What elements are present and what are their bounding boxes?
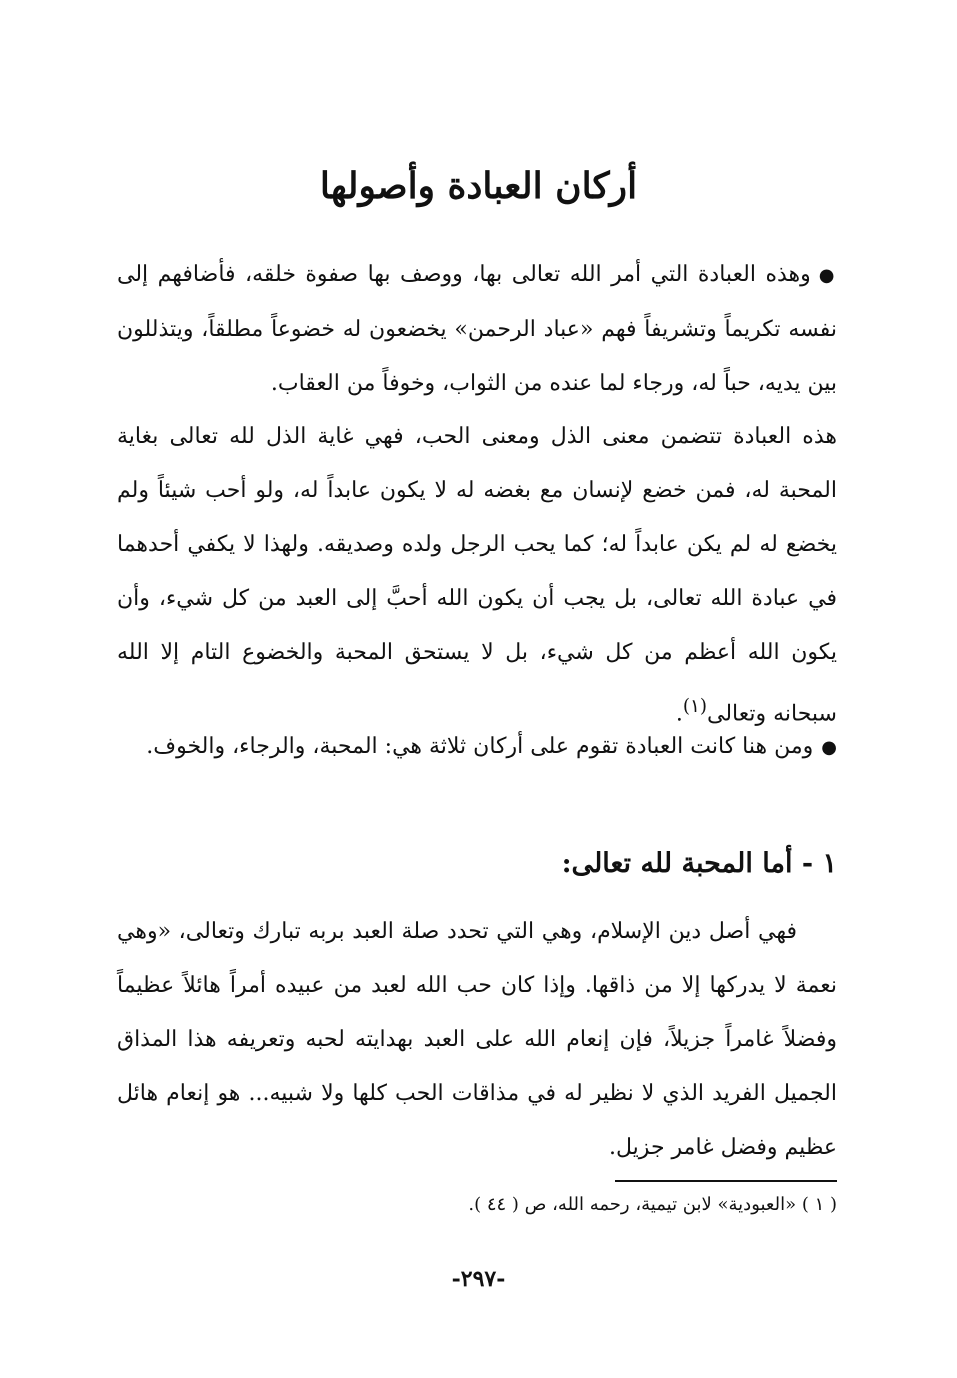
paragraph-worship-definition (117, 248, 837, 411)
paragraph-love-of-god (117, 905, 837, 1175)
footnote-divider (615, 1180, 837, 1182)
section-heading-love: ١ - أما المحبة لله تعالى: (561, 848, 837, 879)
footnote: ( ١ ) «العبودية» لابن تيمية، رحمه الله، ص ( ٤٤ ). (468, 1194, 837, 1215)
paragraph-three-pillars (117, 720, 837, 775)
bullet-icon: ● (821, 737, 837, 758)
paragraph-humility-love (117, 410, 837, 741)
paragraph-text: ومن هنا كانت العبادة تقوم على أركان ثلاثة هي: المحبة، والرجاء، والخوف. (146, 734, 814, 759)
paragraph-text: هذه العبادة تتضمن معنى الذل ومعنى الحب، فهي غاية الذل لله تعالى بغاية المحبة له، فمن خضع لإنسان مع بغضه له لا يكون عابداً له، ولو أحب شيئاً ولم يخضع له لم يكن عابداً له؛ كما يحب الرجل ولده وصديقه. ولهذا لا يكفي أحدهما في عبادة الله تعالى، بل يجب أن يكون الله أحبَّ إلى العبد من كل شيء، وأن يكون الله أعظم من كل شيء، بل لا يستحق المحبة والخضوع التام إلا الله سبحانه وتعالى (117, 424, 837, 727)
paragraph-text: فهي أصل دين الإسلام، وهي التي تحدد صلة العبد بربه تبارك وتعالى، «وهي نعمة لا يدركها إلا من ذاقها. وإذا كان حب الله لعبد من عبيده أمراً هائلاً عظيماً وفضلاً غامراً جزيلاً، فإن إنعام الله على العبد بهدايته لحبه وتعريفه هذا المذاق الجميل الفريد الذي لا نظير له في مذاقات الحب كلها ولا شبيه... هو إنعام هائل عظيم وفضل غامر جزيل. (117, 919, 837, 1160)
paragraph-end: . (675, 701, 683, 727)
footnote-reference: (١) (682, 696, 707, 717)
page-title: أركان العبادة وأصولها (319, 165, 638, 207)
bullet-icon: ● (818, 265, 837, 286)
page-number: -٢٩٧- (451, 1266, 506, 1292)
paragraph-text: وهذه العبادة التي أمر الله تعالى بها، ووصف بها صفوة خلقه، فأضافهم إلى نفسه تكريماً وتشريفاً فهم «عباد الرحمن» يخضعون له خضوعاً مطلقاً، ويتذللون بين يديه، حباً له، ورجاء لما عنده من الثواب، وخوفاً من العقاب. (117, 262, 837, 396)
